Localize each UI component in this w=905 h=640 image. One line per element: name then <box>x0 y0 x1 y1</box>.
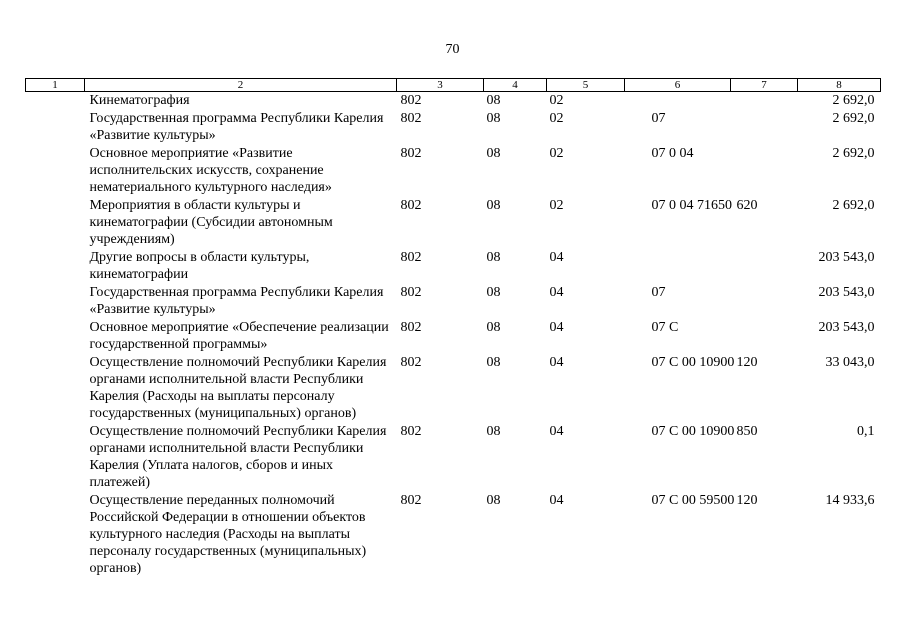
subsection-code-cell: 04 <box>549 250 564 265</box>
amount-cell: 2 692,0 <box>832 93 875 108</box>
subsection-code-cell: 02 <box>549 146 564 161</box>
item-name-cell: Государственная программа Республики Карелия «Развитие культуры» <box>89 111 384 143</box>
table-row <box>26 197 881 249</box>
target-article-cell: 07 0 04 71650 <box>651 198 732 213</box>
column-header-6: 6 <box>625 79 731 92</box>
table-header <box>26 79 881 92</box>
row-number-cell <box>26 423 85 492</box>
row-number-cell <box>26 197 85 249</box>
target-article-cell <box>625 92 731 111</box>
department-code-cell: 802 <box>400 424 422 439</box>
expense-type-cell: 850 <box>736 424 758 439</box>
target-article-cell: 07 <box>651 111 666 126</box>
column-header-4: 4 <box>484 79 547 92</box>
expense-type-cell <box>731 145 798 197</box>
subsection-code-cell: 02 <box>549 111 564 126</box>
table-row <box>26 492 881 578</box>
column-header-5: 5 <box>547 79 625 92</box>
department-code-cell: 802 <box>400 111 422 126</box>
target-article-cell: 07 0 04 <box>651 146 694 161</box>
subsection-code-cell: 04 <box>549 493 564 508</box>
department-code-cell: 802 <box>400 320 422 335</box>
row-number-cell <box>26 354 85 423</box>
amount-cell: 203 543,0 <box>818 250 875 265</box>
section-code-cell: 08 <box>486 320 501 335</box>
department-code-cell: 802 <box>400 285 422 300</box>
item-name-cell: Основное мероприятие «Развитие исполнительских искусств, сохранение нематериального культурного наследия» <box>89 146 332 195</box>
department-code-cell: 802 <box>400 355 422 370</box>
section-code-cell: 08 <box>486 355 501 370</box>
amount-cell: 33 043,0 <box>825 355 875 370</box>
table-row <box>26 319 881 354</box>
subsection-code-cell: 04 <box>549 355 564 370</box>
expense-type-cell <box>731 110 798 145</box>
item-name-cell: Другие вопросы в области культуры, кинематографии <box>89 250 310 282</box>
target-article-cell <box>625 249 731 284</box>
amount-cell: 2 692,0 <box>832 146 875 161</box>
expense-type-cell <box>731 319 798 354</box>
item-name-cell: Осуществление переданных полномочий Российской Федерации в отношении объектов культурного наследия (Расходы на выплаты персоналу государственных (муниципальных) органов) <box>89 493 367 576</box>
row-number-cell <box>26 319 85 354</box>
department-code-cell: 802 <box>400 250 422 265</box>
item-name-cell: Кинематография <box>89 93 190 108</box>
department-code-cell: 802 <box>400 93 422 108</box>
amount-cell: 2 692,0 <box>832 198 875 213</box>
column-number-row <box>26 79 881 92</box>
column-header-2: 2 <box>85 79 397 92</box>
table-row <box>26 284 881 319</box>
amount-cell: 14 933,6 <box>825 493 875 508</box>
page-number: 70 <box>445 42 460 57</box>
row-number-cell <box>26 110 85 145</box>
column-header-7: 7 <box>731 79 798 92</box>
row-number-cell <box>26 249 85 284</box>
section-code-cell: 08 <box>486 198 501 213</box>
department-code-cell: 802 <box>400 146 422 161</box>
target-article-cell: 07 С 00 10900 <box>651 424 735 439</box>
section-code-cell: 08 <box>486 285 501 300</box>
column-header-3: 3 <box>397 79 484 92</box>
subsection-code-cell: 02 <box>549 93 564 108</box>
subsection-code-cell: 02 <box>549 198 564 213</box>
department-code-cell: 802 <box>400 493 422 508</box>
table-row <box>26 249 881 284</box>
amount-cell: 203 543,0 <box>818 285 875 300</box>
amount-cell: 2 692,0 <box>832 111 875 126</box>
table-row <box>26 145 881 197</box>
table-row <box>26 354 881 423</box>
item-name-cell: Государственная программа Республики Карелия «Развитие культуры» <box>89 285 384 317</box>
expense-type-cell: 620 <box>736 198 758 213</box>
department-code-cell: 802 <box>400 198 422 213</box>
column-header-8: 8 <box>798 79 881 92</box>
expense-type-cell: 120 <box>736 355 758 370</box>
section-code-cell: 08 <box>486 93 501 108</box>
section-code-cell: 08 <box>486 250 501 265</box>
row-number-cell <box>26 145 85 197</box>
section-code-cell: 08 <box>486 146 501 161</box>
section-code-cell: 08 <box>486 111 501 126</box>
table-row <box>26 423 881 492</box>
expense-type-cell: 120 <box>736 493 758 508</box>
subsection-code-cell: 04 <box>549 320 564 335</box>
row-number-cell <box>26 284 85 319</box>
expense-type-cell <box>731 249 798 284</box>
target-article-cell: 07 С 00 59500 <box>651 493 735 508</box>
expense-type-cell <box>731 92 798 111</box>
target-article-cell: 07 <box>651 285 666 300</box>
row-number-cell <box>26 492 85 578</box>
item-name-cell: Основное мероприятие «Обеспечение реализации государственной программы» <box>89 320 389 352</box>
section-code-cell: 08 <box>486 424 501 439</box>
table-body <box>26 92 881 579</box>
item-name-cell: Осуществление полномочий Республики Карелия органами исполнительной власти Республики Карелия (Расходы на выплаты персоналу государственных (муниципальных) органов) <box>89 355 387 421</box>
table-row <box>26 92 881 111</box>
table-row <box>26 110 881 145</box>
column-header-1: 1 <box>26 79 85 92</box>
amount-cell: 0,1 <box>857 424 875 439</box>
amount-cell: 203 543,0 <box>818 320 875 335</box>
row-number-cell <box>26 92 85 111</box>
subsection-code-cell: 04 <box>549 424 564 439</box>
expense-type-cell <box>731 284 798 319</box>
target-article-cell: 07 С <box>651 320 679 335</box>
budget-table <box>25 78 881 578</box>
subsection-code-cell: 04 <box>549 285 564 300</box>
target-article-cell: 07 С 00 10900 <box>651 355 735 370</box>
section-code-cell: 08 <box>486 493 501 508</box>
item-name-cell: Осуществление полномочий Республики Карелия органами исполнительной власти Республики Карелия (Уплата налогов, сборов и иных платежей) <box>89 424 387 490</box>
item-name-cell: Мероприятия в области культуры и кинематографии (Субсидии автономным учреждениям) <box>89 198 333 247</box>
